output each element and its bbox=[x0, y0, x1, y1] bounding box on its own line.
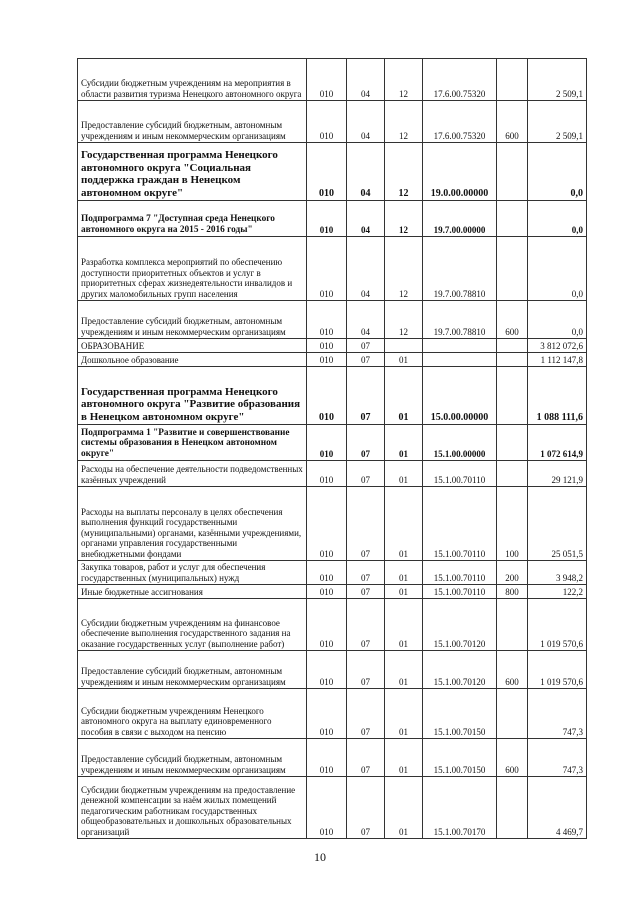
row-subsection-code: 01 bbox=[385, 585, 423, 599]
row-target-article: 15.1.00.70110 bbox=[423, 487, 497, 561]
page-number: 10 bbox=[314, 850, 326, 864]
row-amount: 0,0 bbox=[528, 237, 587, 301]
row-ministry-code: 010 bbox=[307, 101, 347, 143]
row-ministry-code: 010 bbox=[307, 425, 347, 461]
row-target-article: 17.6.00.75320 bbox=[423, 59, 497, 101]
row-section-code: 07 bbox=[347, 739, 385, 777]
row-subsection-code: 12 bbox=[385, 143, 423, 201]
row-target-article: 19.7.00.78810 bbox=[423, 301, 497, 339]
row-name: Разработка комплекса мероприятий по обеспечению доступности приоритетных объектов и услуг в приоритетных сферах жизнедеятельности инвалидов и других маломобильных групп населения bbox=[78, 237, 307, 301]
row-section-code: 04 bbox=[347, 301, 385, 339]
row-ministry-code: 010 bbox=[307, 599, 347, 651]
row-section-code: 07 bbox=[347, 599, 385, 651]
row-expense-type bbox=[497, 425, 528, 461]
row-name: Субсидии бюджетным учреждениям Ненецкого автономного округа на выплату единовременного пособия в связи с выходом на пенсию bbox=[78, 689, 307, 739]
row-name: Предоставление субсидий бюджетным, автономным учреждениям и иным некоммерческим организациям bbox=[78, 651, 307, 689]
row-section-code: 07 bbox=[347, 689, 385, 739]
row-name: Субсидии бюджетным учреждениям на финансовое обеспечение выполнения государственного задания на оказание государственных услуг (выполнение работ) bbox=[78, 599, 307, 651]
row-target-article: 19.7.00.00000 bbox=[423, 201, 497, 237]
row-subsection-code: 01 bbox=[385, 425, 423, 461]
row-amount: 747,3 bbox=[528, 689, 587, 739]
row-target-article: 19.0.00.00000 bbox=[423, 143, 497, 201]
row-name: Предоставление субсидий бюджетным, автономным учреждениям и иным некоммерческим организациям bbox=[78, 101, 307, 143]
row-expense-type: 600 bbox=[497, 101, 528, 143]
row-ministry-code: 010 bbox=[307, 651, 347, 689]
row-subsection-code: 12 bbox=[385, 237, 423, 301]
row-expense-type: 600 bbox=[497, 301, 528, 339]
table-row bbox=[78, 201, 587, 237]
table-row bbox=[78, 689, 587, 739]
row-amount: 122,2 bbox=[528, 585, 587, 599]
row-target-article: 15.1.00.70120 bbox=[423, 599, 497, 651]
table-row bbox=[78, 585, 587, 599]
row-name: Субсидии бюджетным учреждениям на мероприятия в области развития туризма Ненецкого автономного округа bbox=[78, 59, 307, 101]
row-expense-type bbox=[497, 461, 528, 487]
row-name: Субсидии бюджетным учреждениям на предоставление денежной компенсации за наём жилых помещений педагогическим работникам государственных общеобразовательных и дошкольных образовательных организаций bbox=[78, 777, 307, 839]
row-name: Подпрограмма 1 "Развитие и совершенствование системы образования в Ненецком автономном округе" bbox=[78, 425, 307, 461]
table-row bbox=[78, 143, 587, 201]
row-name: Расходы на обеспечение деятельности подведомственных казённых учреждений bbox=[78, 461, 307, 487]
row-target-article: 15.1.00.70110 bbox=[423, 561, 497, 585]
row-amount: 3 948,2 bbox=[528, 561, 587, 585]
row-subsection-code bbox=[385, 339, 423, 353]
row-section-code: 04 bbox=[347, 143, 385, 201]
row-amount: 1 019 570,6 bbox=[528, 599, 587, 651]
table-row bbox=[78, 651, 587, 689]
table-row bbox=[78, 461, 587, 487]
row-expense-type bbox=[497, 353, 528, 367]
row-subsection-code: 01 bbox=[385, 599, 423, 651]
row-ministry-code: 010 bbox=[307, 339, 347, 353]
row-amount: 1 088 111,6 bbox=[528, 367, 587, 425]
row-expense-type: 600 bbox=[497, 651, 528, 689]
row-ministry-code: 010 bbox=[307, 585, 347, 599]
row-subsection-code: 01 bbox=[385, 461, 423, 487]
row-subsection-code: 12 bbox=[385, 59, 423, 101]
row-ministry-code: 010 bbox=[307, 59, 347, 101]
row-name: ОБРАЗОВАНИЕ bbox=[78, 339, 307, 353]
row-section-code: 07 bbox=[347, 461, 385, 487]
row-ministry-code: 010 bbox=[307, 237, 347, 301]
row-expense-type bbox=[497, 689, 528, 739]
table-row bbox=[78, 599, 587, 651]
row-section-code: 07 bbox=[347, 339, 385, 353]
table-row bbox=[78, 339, 587, 353]
row-expense-type bbox=[497, 339, 528, 353]
row-amount: 4 469,7 bbox=[528, 777, 587, 839]
row-expense-type bbox=[497, 599, 528, 651]
row-subsection-code: 01 bbox=[385, 367, 423, 425]
row-amount: 1 112 147,8 bbox=[528, 353, 587, 367]
row-ministry-code: 010 bbox=[307, 777, 347, 839]
row-section-code: 04 bbox=[347, 237, 385, 301]
row-target-article: 15.1.00.70150 bbox=[423, 689, 497, 739]
row-amount: 0,0 bbox=[528, 143, 587, 201]
table-row bbox=[78, 59, 587, 101]
row-section-code: 07 bbox=[347, 585, 385, 599]
row-section-code: 07 bbox=[347, 561, 385, 585]
row-section-code: 07 bbox=[347, 777, 385, 839]
row-subsection-code: 12 bbox=[385, 101, 423, 143]
row-name: Дошкольное образование bbox=[78, 353, 307, 367]
row-subsection-code: 01 bbox=[385, 651, 423, 689]
row-section-code: 04 bbox=[347, 201, 385, 237]
row-ministry-code: 010 bbox=[307, 201, 347, 237]
table-row bbox=[78, 101, 587, 143]
row-amount: 2 509,1 bbox=[528, 101, 587, 143]
row-expense-type bbox=[497, 237, 528, 301]
row-target-article: 15.1.00.70110 bbox=[423, 461, 497, 487]
row-name: Подпрограмма 7 "Доступная среда Ненецкого автономного округа на 2015 - 2016 годы" bbox=[78, 201, 307, 237]
row-target-article: 15.1.00.70170 bbox=[423, 777, 497, 839]
row-expense-type: 200 bbox=[497, 561, 528, 585]
row-ministry-code: 010 bbox=[307, 461, 347, 487]
row-ministry-code: 010 bbox=[307, 739, 347, 777]
table-row bbox=[78, 561, 587, 585]
row-section-code: 07 bbox=[347, 487, 385, 561]
row-name: Закупка товаров, работ и услуг для обеспечения государственных (муниципальных) нужд bbox=[78, 561, 307, 585]
row-amount: 1 019 570,6 bbox=[528, 651, 587, 689]
row-target-article: 15.0.00.00000 bbox=[423, 367, 497, 425]
table-row bbox=[78, 487, 587, 561]
row-amount: 29 121,9 bbox=[528, 461, 587, 487]
row-expense-type: 800 bbox=[497, 585, 528, 599]
table-row bbox=[78, 237, 587, 301]
row-subsection-code: 01 bbox=[385, 561, 423, 585]
row-amount: 0,0 bbox=[528, 301, 587, 339]
row-amount: 25 051,5 bbox=[528, 487, 587, 561]
row-name: Государственная программа Ненецкого автономного округа "Социальная поддержка граждан в Ненецком автономном округе" bbox=[78, 143, 307, 201]
row-target-article: 19.7.00.78810 bbox=[423, 237, 497, 301]
row-expense-type bbox=[497, 143, 528, 201]
row-name: Расходы на выплаты персоналу в целях обеспечения выполнения функций государственными (муниципальными) органами, казёнными учреждениями, органами управления государственными внебюджетными фондами bbox=[78, 487, 307, 561]
row-expense-type: 100 bbox=[497, 487, 528, 561]
table-row bbox=[78, 777, 587, 839]
row-expense-type: 600 bbox=[497, 739, 528, 777]
row-ministry-code: 010 bbox=[307, 143, 347, 201]
row-section-code: 07 bbox=[347, 651, 385, 689]
row-section-code: 07 bbox=[347, 425, 385, 461]
table-row bbox=[78, 353, 587, 367]
row-section-code: 04 bbox=[347, 59, 385, 101]
row-amount: 1 072 614,9 bbox=[528, 425, 587, 461]
row-target-article: 15.1.00.70110 bbox=[423, 585, 497, 599]
row-expense-type bbox=[497, 201, 528, 237]
row-name: Государственная программа Ненецкого автономного округа "Развитие образования в Ненецком автономном округе" bbox=[78, 367, 307, 425]
row-ministry-code: 010 bbox=[307, 689, 347, 739]
table-row bbox=[78, 425, 587, 461]
row-expense-type bbox=[497, 59, 528, 101]
row-target-article bbox=[423, 353, 497, 367]
row-target-article: 15.1.00.70150 bbox=[423, 739, 497, 777]
row-name: Предоставление субсидий бюджетным, автономным учреждениям и иным некоммерческим организациям bbox=[78, 301, 307, 339]
row-subsection-code: 01 bbox=[385, 739, 423, 777]
table-row bbox=[78, 367, 587, 425]
row-subsection-code: 12 bbox=[385, 301, 423, 339]
row-subsection-code: 01 bbox=[385, 487, 423, 561]
row-section-code: 04 bbox=[347, 101, 385, 143]
row-amount: 3 812 072,6 bbox=[528, 339, 587, 353]
row-amount: 2 509,1 bbox=[528, 59, 587, 101]
budget-document bbox=[77, 58, 586, 839]
row-target-article bbox=[423, 339, 497, 353]
row-ministry-code: 010 bbox=[307, 353, 347, 367]
row-subsection-code: 01 bbox=[385, 689, 423, 739]
row-target-article: 17.6.00.75320 bbox=[423, 101, 497, 143]
row-ministry-code: 010 bbox=[307, 367, 347, 425]
row-section-code: 07 bbox=[347, 353, 385, 367]
row-subsection-code: 01 bbox=[385, 353, 423, 367]
row-ministry-code: 010 bbox=[307, 487, 347, 561]
row-amount: 747,3 bbox=[528, 739, 587, 777]
row-target-article: 15.1.00.70120 bbox=[423, 651, 497, 689]
budget-table bbox=[77, 58, 587, 839]
row-ministry-code: 010 bbox=[307, 561, 347, 585]
row-expense-type bbox=[497, 367, 528, 425]
row-section-code: 07 bbox=[347, 367, 385, 425]
row-subsection-code: 12 bbox=[385, 201, 423, 237]
row-ministry-code: 010 bbox=[307, 301, 347, 339]
row-subsection-code: 01 bbox=[385, 777, 423, 839]
row-expense-type bbox=[497, 777, 528, 839]
row-name: Иные бюджетные ассигнования bbox=[78, 585, 307, 599]
row-amount: 0,0 bbox=[528, 201, 587, 237]
table-row bbox=[78, 301, 587, 339]
row-target-article: 15.1.00.00000 bbox=[423, 425, 497, 461]
row-name: Предоставление субсидий бюджетным, автономным учреждениям и иным некоммерческим организациям bbox=[78, 739, 307, 777]
table-row bbox=[78, 739, 587, 777]
